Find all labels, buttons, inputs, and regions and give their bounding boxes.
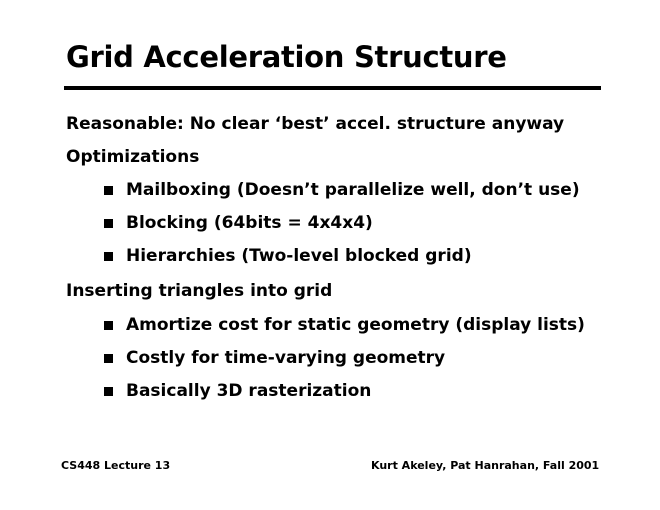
bullet-item-amortize: Amortize cost for static geometry (display lists): [126, 315, 585, 335]
bullet-square-icon: [104, 252, 113, 261]
bullet-item-costly: Costly for time-varying geometry: [126, 348, 446, 368]
text-line-reasonable: Reasonable: No clear ‘best’ accel. structure anyway: [66, 114, 565, 134]
slide-title: Grid Acceleration Structure: [66, 40, 507, 74]
bullet-item-rasterization: Basically 3D rasterization: [126, 381, 372, 401]
bullet-square-icon: [104, 387, 113, 396]
footer-authors: Kurt Akeley, Pat Hanrahan, Fall 2001: [371, 459, 600, 472]
bullet-square-icon: [104, 219, 113, 228]
text-line-optimizations: Optimizations: [66, 147, 200, 167]
footer-course: CS448 Lecture 13: [61, 459, 171, 472]
bullet-item-mailboxing: Mailboxing (Doesn’t parallelize well, don’t use): [126, 180, 580, 200]
bullet-square-icon: [104, 321, 113, 330]
bullet-square-icon: [104, 186, 113, 195]
bullet-square-icon: [104, 354, 113, 363]
text-line-inserting: Inserting triangles into grid: [66, 281, 333, 301]
bullet-item-blocking: Blocking (64bits = 4x4x4): [126, 213, 373, 233]
title-rule: [64, 86, 601, 90]
bullet-item-hierarchies: Hierarchies (Two-level blocked grid): [126, 246, 472, 266]
